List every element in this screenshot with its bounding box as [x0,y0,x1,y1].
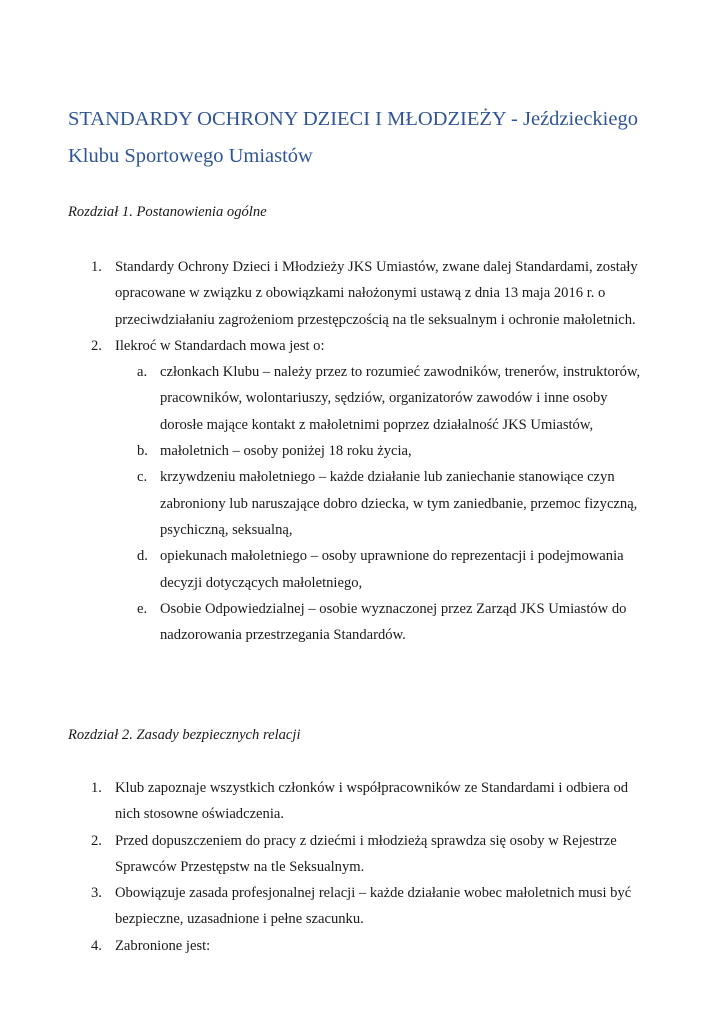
sublist-item-letter: a. [137,364,148,381]
list-item-text: Ilekroć w Standardach mowa jest o: [115,337,325,354]
chapter-1-list [0,254,706,648]
list-item [0,254,645,333]
list-item-text: Klub zapoznaje wszystkich członków i współpracowników ze Standardami i odbiera od nich stosowne oświadczenia. [115,780,629,823]
sublist-item-letter: e. [137,600,148,617]
sublist-item-text: Osobie Odpowiedzialnej – osobie wyznaczonej przez Zarząd JKS Umiastów do nadzorowania przestrzegania Standardów. [160,600,627,644]
sublist-item-text: opiekunach małoletniego – osoby uprawnione do reprezentacji i podejmowania decyzji dotyczących małoletniego, [160,548,624,591]
document-title: STANDARDY OCHRONY DZIECI I MŁODZIEŻY - Jeździeckiego Klubu Sportowego Umiastów [68,108,638,167]
sublist-item [115,596,644,649]
list-item-number: 3. [91,885,102,902]
sublist-item-text: członkach Klubu – należy przez to rozumieć zawodników, trenerów, instruktorów, pracowników, wolontariuszy, sędziów, organizatorów zawodów i inne osoby dorosłe mające kontakt z małoletnimi poprzez działalność JKS Umiastów, [160,364,641,433]
sublist-item [115,543,644,596]
list-item-number: 1. [91,259,102,275]
sublist-item-letter: c. [137,469,148,486]
list-item-number: 1. [91,780,102,796]
list-item-text: Obowiązuje zasada profesjonalnej relacji – każde działanie wobec małoletnich musi być bezpieczne, uzasadnione i pełne szacunku. [115,885,632,928]
list-item-text: Przed dopuszczeniem do pracy z dziećmi i młodzieżą sprawdza się osoby w Rejestrze Sprawców Przestępstw na tle Seksualnym. [115,832,617,875]
list-item-text: Zabronione jest: [115,937,211,954]
sublist-item [115,438,644,464]
list-item [0,775,645,828]
list-item [0,933,645,959]
chapter-2-list [0,775,706,959]
sublist-item-text: małoletnich – osoby poniżej 18 roku życia, [160,443,412,460]
definitions-sublist [115,359,645,648]
chapter-1-heading: Rozdział 1. Postanowienia ogólne [68,204,267,220]
sublist-item [115,359,644,438]
list-item [0,880,645,933]
sublist-item-letter: d. [137,548,148,565]
list-item [0,333,645,649]
sublist-item [115,464,644,543]
list-item-number: 2. [91,337,102,354]
list-item-number: 4. [91,937,102,954]
list-item-number: 2. [91,832,102,849]
sublist-item-text: krzywdzeniu małoletniego – każde działanie lub zaniechanie stanowiące czyn zabroniony lub naruszające dobro dziecka, w tym zaniedbanie, przemoc fizyczną, psychiczną, seksualną, [160,469,638,538]
sublist-item-letter: b. [137,443,148,460]
list-item-text: Standardy Ochrony Dzieci i Młodzieży JKS Umiastów, zwane dalej Standardami, zostały opracowane w związku z obowiązkami nałożonymi ustawą z dnia 13 maja 2016 r. o przeciwdziałaniu zagrożeniom przestępczością na tle seksualnym i ochronie małoletnich. [115,259,638,328]
chapter-2-heading: Rozdział 2. Zasady bezpiecznych relacji [68,727,301,743]
list-item [0,828,645,881]
